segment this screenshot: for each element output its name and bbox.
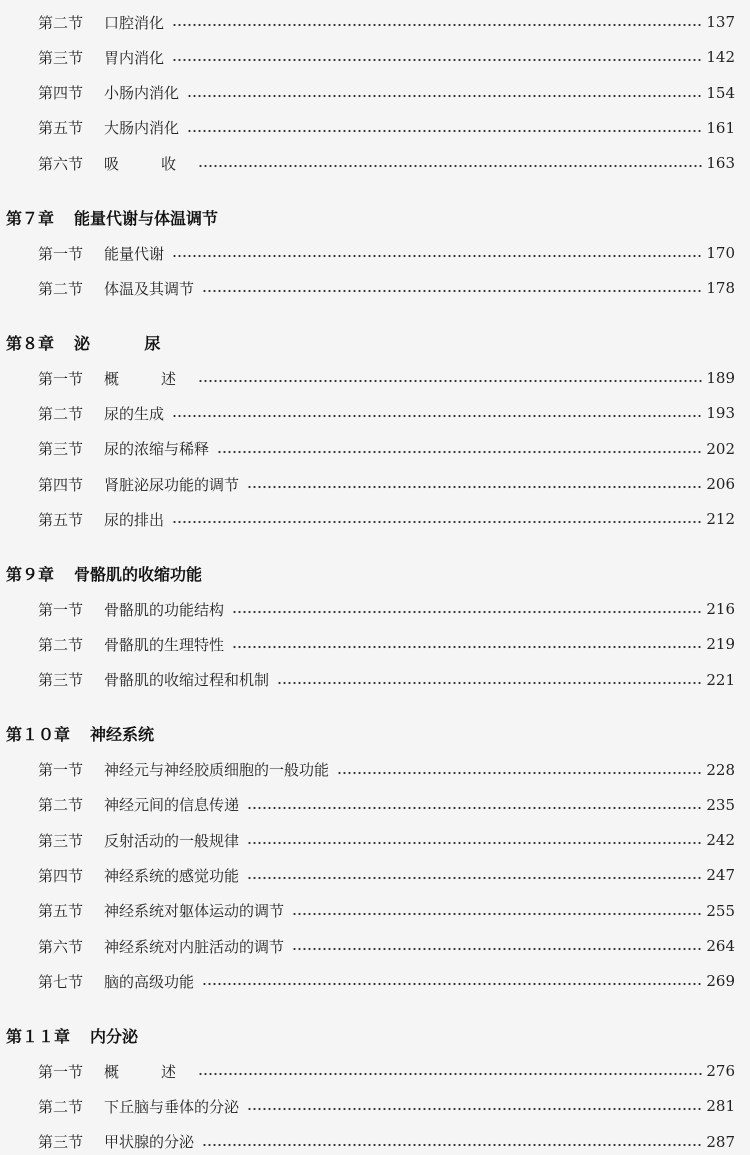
page-number: 193 xyxy=(706,404,735,423)
chapter-title: 能量代谢与体温调节 xyxy=(74,208,219,228)
toc-section-entry[interactable] xyxy=(38,1060,735,1082)
section-number: 第二节 xyxy=(38,796,84,815)
dot-leader xyxy=(247,473,702,495)
dot-leader xyxy=(172,508,702,530)
section-number: 第六节 xyxy=(38,937,84,956)
dot-leader xyxy=(198,1060,703,1082)
dot-leader xyxy=(292,935,702,957)
page-number: 221 xyxy=(706,670,735,689)
page-number: 264 xyxy=(706,937,735,955)
page-number: 281 xyxy=(706,1097,735,1116)
page-number: 255 xyxy=(706,901,735,920)
page-number: 242 xyxy=(706,831,735,850)
toc-section-entry[interactable] xyxy=(38,242,735,264)
dot-leader xyxy=(247,1095,702,1117)
section-number: 第三节 xyxy=(38,671,84,690)
toc-section-entry[interactable] xyxy=(38,473,735,495)
section-title: 胃内消化 xyxy=(104,48,165,67)
page-number: 142 xyxy=(706,48,735,67)
section-title: 神经元间的信息传递 xyxy=(104,796,240,815)
page-number: 154 xyxy=(706,83,735,102)
section-number: 第七节 xyxy=(38,972,84,991)
toc-section-entry[interactable] xyxy=(38,82,735,104)
page-number: 247 xyxy=(706,866,735,885)
section-title: 脑的高级功能 xyxy=(104,972,195,991)
section-number: 第一节 xyxy=(38,1062,84,1081)
toc-section-entry[interactable] xyxy=(38,46,735,68)
section-title: 口腔消化 xyxy=(104,13,165,32)
chapter-number: 第８章 xyxy=(6,333,55,353)
section-title: 大肠内消化 xyxy=(104,119,180,138)
section-title: 骨骼肌的功能结构 xyxy=(104,600,225,619)
toc-section-entry[interactable] xyxy=(38,864,735,886)
section-number: 第六节 xyxy=(38,154,84,173)
toc-section-entry[interactable] xyxy=(38,117,735,139)
toc-section-entry[interactable] xyxy=(38,11,735,33)
dot-leader xyxy=(337,759,702,781)
toc-section-entry[interactable] xyxy=(38,970,735,992)
section-number: 第五节 xyxy=(38,119,84,138)
page-number: 219 xyxy=(706,635,735,654)
section-title: 尿的浓缩与稀释 xyxy=(104,440,210,459)
section-number: 第三节 xyxy=(38,831,84,850)
chapter-heading[interactable] xyxy=(6,1022,138,1048)
section-number: 第三节 xyxy=(38,1133,84,1152)
section-number: 第四节 xyxy=(38,84,84,103)
dot-leader xyxy=(232,633,702,655)
toc-section-entry[interactable] xyxy=(38,935,735,957)
section-number: 第五节 xyxy=(38,902,84,921)
section-title: 概 述 xyxy=(104,369,190,388)
page-number: 269 xyxy=(706,972,735,991)
page-number: 216 xyxy=(706,600,735,619)
page-number: 170 xyxy=(706,244,735,262)
dot-leader xyxy=(277,669,702,691)
chapter-heading[interactable] xyxy=(6,721,154,747)
section-title: 体温及其调节 xyxy=(104,279,195,298)
section-title: 尿的生成 xyxy=(104,404,165,423)
section-number: 第三节 xyxy=(38,48,84,67)
section-title: 神经系统的感觉功能 xyxy=(104,866,240,885)
section-title: 神经系统对内脏活动的调节 xyxy=(104,937,285,956)
toc-section-entry[interactable] xyxy=(38,367,735,389)
dot-leader xyxy=(172,402,702,424)
section-number: 第三节 xyxy=(38,440,84,459)
chapter-number: 第９章 xyxy=(6,564,55,584)
chapter-heading[interactable] xyxy=(6,329,180,355)
section-title: 甲状腺的分泌 xyxy=(104,1133,195,1152)
page-number: 228 xyxy=(706,760,735,779)
dot-leader xyxy=(247,864,702,886)
page-number: 178 xyxy=(706,279,735,298)
section-number: 第四节 xyxy=(38,475,84,494)
toc-section-entry[interactable] xyxy=(38,1131,735,1153)
section-title: 神经元与神经胶质细胞的一般功能 xyxy=(104,761,330,779)
section-number: 第二节 xyxy=(38,13,84,32)
section-title: 骨骼肌的生理特性 xyxy=(104,635,225,654)
section-title: 能量代谢 xyxy=(104,244,165,263)
toc-section-entry[interactable] xyxy=(38,277,735,299)
section-title: 骨骼肌的收缩过程和机制 xyxy=(104,671,270,690)
dot-leader xyxy=(292,900,702,922)
toc-section-entry[interactable] xyxy=(38,633,735,655)
toc-section-entry[interactable] xyxy=(38,598,735,620)
page-number: 287 xyxy=(706,1132,735,1151)
toc-section-entry[interactable] xyxy=(38,402,735,424)
section-number: 第一节 xyxy=(38,244,84,263)
dot-leader xyxy=(198,367,703,389)
section-title: 肾脏泌尿功能的调节 xyxy=(104,475,240,494)
dot-leader xyxy=(232,598,702,620)
dot-leader xyxy=(187,82,702,104)
section-number: 第一节 xyxy=(38,369,84,388)
chapter-title: 泌 尿 xyxy=(74,333,180,353)
chapter-title: 内分泌 xyxy=(90,1026,139,1046)
section-number: 第二节 xyxy=(38,635,84,654)
chapter-heading[interactable] xyxy=(6,560,202,586)
dot-leader xyxy=(187,117,702,139)
section-title: 吸 收 xyxy=(104,154,190,173)
toc-section-entry[interactable] xyxy=(38,669,735,691)
page-number: 206 xyxy=(706,475,735,493)
dot-leader xyxy=(247,794,702,816)
page-number: 212 xyxy=(706,510,735,529)
page-number: 161 xyxy=(706,118,735,137)
toc-section-entry[interactable] xyxy=(38,438,735,460)
section-title: 小肠内消化 xyxy=(104,84,180,103)
section-number: 第二节 xyxy=(38,279,84,298)
section-title: 尿的排出 xyxy=(104,510,165,529)
dot-leader xyxy=(247,829,702,851)
toc-section-entry[interactable] xyxy=(38,900,735,922)
chapter-number: 第１０章 xyxy=(6,725,71,744)
page-number: 276 xyxy=(706,1062,735,1081)
section-title: 神经系统对躯体运动的调节 xyxy=(104,902,285,921)
section-number: 第二节 xyxy=(38,1097,84,1116)
chapter-number: 第７章 xyxy=(6,208,55,228)
dot-leader xyxy=(202,277,702,299)
toc-section-entry[interactable] xyxy=(38,508,735,530)
dot-leader xyxy=(172,46,702,68)
dot-leader xyxy=(202,970,702,992)
section-title: 下丘脑与垂体的分泌 xyxy=(104,1097,240,1116)
dot-leader xyxy=(202,1131,702,1153)
page-number: 137 xyxy=(706,13,735,31)
toc-section-entry[interactable] xyxy=(38,829,735,851)
chapter-title: 神经系统 xyxy=(90,725,155,744)
page-number: 189 xyxy=(706,369,735,388)
chapter-number: 第１１章 xyxy=(6,1026,71,1046)
toc-section-entry[interactable] xyxy=(38,759,735,781)
chapter-title: 骨骼肌的收缩功能 xyxy=(74,564,203,584)
toc-section-entry[interactable] xyxy=(38,794,735,816)
dot-leader xyxy=(172,242,702,264)
section-number: 第二节 xyxy=(38,404,84,423)
dot-leader xyxy=(198,152,703,174)
section-number: 第一节 xyxy=(38,600,84,619)
toc-section-entry[interactable] xyxy=(38,152,735,174)
section-title: 反射活动的一般规律 xyxy=(104,831,240,850)
section-number: 第四节 xyxy=(38,866,84,885)
section-number: 第五节 xyxy=(38,510,84,529)
dot-leader xyxy=(217,438,702,460)
dot-leader xyxy=(172,11,702,33)
page-number: 202 xyxy=(706,439,735,458)
chapter-heading[interactable] xyxy=(6,204,218,230)
page-number: 163 xyxy=(706,154,735,173)
toc-section-entry[interactable] xyxy=(38,1095,735,1117)
section-title: 概 述 xyxy=(104,1062,190,1081)
section-number: 第一节 xyxy=(38,761,84,779)
page-number: 235 xyxy=(706,795,735,814)
